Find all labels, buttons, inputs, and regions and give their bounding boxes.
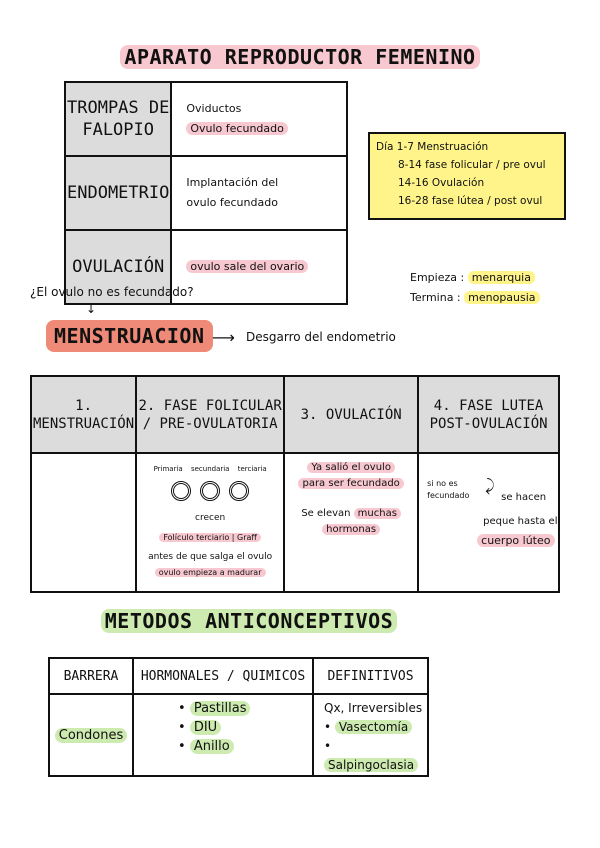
method-item: DIU <box>190 720 221 735</box>
organ-line-highlight: ovulo sale del ovario <box>186 260 308 273</box>
organ-line: Implantación del <box>186 176 279 189</box>
phase-cell-empty <box>31 453 136 592</box>
curved-arrow-icon: ⤸ <box>485 476 495 495</box>
follicle-mature-text: ovulo empieza a madurar <box>155 568 266 577</box>
organ-description <box>171 156 347 230</box>
organ-description <box>171 82 347 156</box>
phase-header: 3. OVULACIÓN <box>284 376 418 453</box>
period-info <box>410 268 540 308</box>
lutea-text: peque hasta el <box>483 516 558 527</box>
organ-description <box>171 230 347 304</box>
ovulation-text: para ser fecundado <box>298 478 403 489</box>
method-item: Salpingoclasia <box>324 758 418 772</box>
phase-cell-ovulacion <box>284 453 418 592</box>
period-end-label: Termina : <box>410 291 461 304</box>
period-start-label: Empieza : <box>410 271 465 284</box>
method-item: Vasectomía <box>335 720 412 734</box>
method-header: DEFINITIVOS <box>313 658 428 694</box>
ovulation-text: hormonas <box>322 524 380 535</box>
methods-title <box>96 606 402 636</box>
phase-cell-folicular <box>136 453 284 592</box>
arrow-down-icon: ↓ <box>86 302 97 316</box>
organs-table <box>64 81 348 305</box>
organ-line-highlight: Ovulo fecundado <box>186 122 288 135</box>
follicle-ring-icon <box>200 481 220 501</box>
method-item: Anillo <box>190 739 234 754</box>
organ-line: ovulo fecundado <box>186 196 278 209</box>
method-cell-barrera <box>49 694 133 776</box>
lutea-text: se hacen <box>501 492 547 503</box>
follicle-tertiary-label: terciaria <box>237 465 267 473</box>
phase-header: 1. MENSTRUACIÓN <box>31 376 136 453</box>
organ-line: Oviductos <box>186 102 242 115</box>
follicle-graff-text: Folículo terciario | Graff <box>159 533 261 542</box>
follicle-grow-text: crecen <box>195 513 226 523</box>
cycle-row: 14-16 Ovulación <box>398 177 485 189</box>
page-title-text: APARATO REPRODUCTOR FEMENINO <box>120 45 479 69</box>
follicle-ring-icon <box>171 481 191 501</box>
cycle-row: 8-14 fase folicular / pre ovul <box>398 159 546 171</box>
table-row <box>49 658 428 694</box>
arrow-right-icon: ⟶ <box>212 328 235 347</box>
menstruacion-badge <box>46 320 213 352</box>
table-row <box>49 694 428 776</box>
phase-header: 4. FASE LUTEA POST-OVULACIÓN <box>418 376 559 453</box>
phases-table <box>30 375 560 593</box>
follicle-secondary-label: secundaria <box>190 465 230 473</box>
question-text: ¿El ovulo no es fecundado? <box>30 285 194 299</box>
methods-title-text: METODOS ANTICONCEPTIVOS <box>101 609 397 633</box>
ovulation-text: muchas <box>354 508 401 519</box>
menstruacion-description: Desgarro del endometrio <box>246 330 396 344</box>
lutea-text: fecundado <box>427 491 470 500</box>
period-end-value: menopausia <box>464 291 539 304</box>
cycle-box <box>368 132 566 220</box>
lutea-text: cuerpo lúteo <box>477 534 554 547</box>
organ-label: OVULACIÓN <box>65 230 171 304</box>
organ-label: ENDOMETRIO <box>65 156 171 230</box>
phase-header: 2. FASE FOLICULAR / PRE-OVULATORIA <box>136 376 284 453</box>
follicle-ring-icon <box>229 481 249 501</box>
follicle-primary-label: Primaria <box>153 465 183 473</box>
table-row <box>65 156 347 230</box>
method-cell-hormonales: • Pastillas • DIU • Anillo <box>133 694 313 776</box>
method-intro: Qx, Irreversibles <box>324 701 423 715</box>
ovulation-text: Ya salió el ovulo <box>307 462 395 473</box>
ovulation-text: Se elevan <box>301 508 351 519</box>
page-title <box>118 42 482 72</box>
table-row <box>31 453 559 592</box>
methods-table <box>48 657 429 777</box>
method-item: Pastillas <box>190 701 251 716</box>
method-header: HORMONALES / QUIMICOS <box>133 658 313 694</box>
method-cell-definitivos: Qx, Irreversibles • Vasectomía • Salpingoclasia <box>313 694 428 776</box>
table-row <box>65 82 347 156</box>
organ-label: TROMPAS DE FALOPIO <box>65 82 171 156</box>
method-item: Condones <box>55 728 128 743</box>
cycle-row: 16-28 fase lútea / post ovul <box>398 195 543 207</box>
follicle-before-text: antes de que salga el ovulo <box>148 552 273 562</box>
cycle-row: Día 1-7 Menstruación <box>376 141 489 153</box>
period-start-value: menarquia <box>468 271 535 284</box>
phase-cell-lutea <box>418 453 559 592</box>
lutea-text: si no es <box>427 479 458 488</box>
method-header: BARRERA <box>49 658 133 694</box>
menstruacion-label: MENSTRUACION <box>46 320 213 352</box>
table-row <box>31 376 559 453</box>
